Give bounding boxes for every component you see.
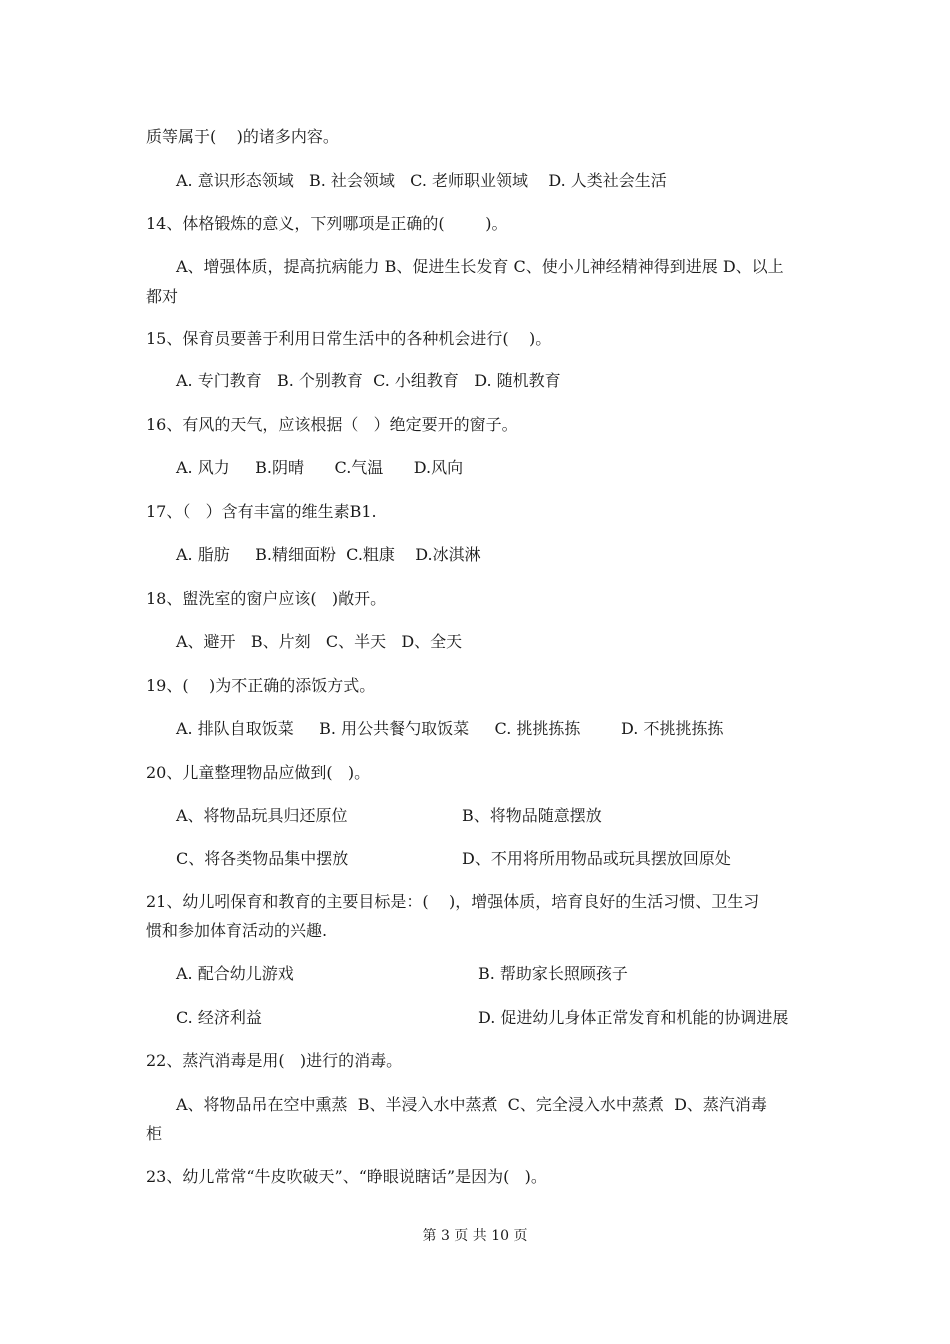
q14-stem: 14、体格锻炼的意义，下列哪项是正确的( )。	[146, 214, 508, 233]
q20-option-c: C、将各类物品集中摆放	[176, 849, 349, 868]
q16-options: A. 风力 B.阴晴 C.气温 D.风向	[176, 458, 464, 477]
q18-stem: 18、盥洗室的窗户应该( )敞开。	[146, 589, 387, 608]
page-number-footer: 第 3 页 共 10 页	[422, 1228, 528, 1244]
q21-option-a: A. 配合幼儿游戏	[176, 964, 294, 983]
q21-option-c: C. 经济利益	[176, 1008, 262, 1027]
q13-stem-continued: 质等属于( )的诸多内容。	[146, 127, 339, 146]
q22-options: A、将物品吊在空中熏蒸 B、半浸入水中蒸煮 C、完全浸入水中蒸煮 D、蒸汽消毒	[176, 1095, 767, 1114]
q14-options-continued: 都对	[146, 287, 179, 306]
q21-stem-continued: 惯和参加体育活动的兴趣.	[146, 921, 328, 940]
q19-options: A. 排队自取饭菜 B. 用公共餐勺取饭菜 C. 挑挑拣拣 D. 不挑挑拣拣	[176, 719, 724, 738]
q23-stem: 23、幼儿常常“牛皮吹破天”、“睁眼说瞎话”是因为( )。	[146, 1167, 547, 1186]
q21-option-b: B. 帮助家长照顾孩子	[478, 964, 628, 983]
q15-stem: 15、保育员要善于利用日常生活中的各种机会进行( )。	[146, 329, 552, 348]
q17-stem: 17、（ ）含有丰富的维生素B1.	[146, 502, 377, 521]
q21-option-d: D. 促进幼儿身体正常发育和机能的协调进展	[478, 1008, 789, 1027]
q14-options: A、增强体质，提高抗病能力 B、促进生长发育 C、使小儿神经精神得到进展 D、以上	[176, 257, 784, 276]
q20-option-b: B、将物品随意摆放	[462, 806, 602, 825]
q18-options: A、避开 B、片刻 C、半天 D、全天	[176, 632, 463, 651]
q16-stem: 16、有风的天气，应该根据（ ）绝定要开的窗子。	[146, 415, 518, 434]
q17-options: A. 脂肪 B.精细面粉 C.粗康 D.冰淇淋	[176, 545, 481, 564]
q21-stem: 21、幼儿吲保育和教育的主要目标是：( )，增强体质，培育良好的生活习惯、卫生习	[146, 892, 760, 911]
q20-stem: 20、儿童整理物品应做到( )。	[146, 763, 371, 782]
q20-option-a: A、将物品玩具归还原位	[176, 806, 348, 825]
q22-stem: 22、蒸汽消毒是用( )进行的消毒。	[146, 1051, 403, 1070]
q20-option-d: D、不用将所用物品或玩具摆放回原处	[462, 849, 731, 868]
q22-options-continued: 柜	[146, 1124, 163, 1143]
q19-stem: 19、( )为不正确的添饭方式。	[146, 676, 376, 695]
q13-options: A. 意识形态领域 B. 社会领域 C. 老师职业领域 D. 人类社会生活	[176, 171, 667, 190]
q15-options: A. 专门教育 B. 个别教育 C. 小组教育 D. 随机教育	[176, 371, 561, 390]
